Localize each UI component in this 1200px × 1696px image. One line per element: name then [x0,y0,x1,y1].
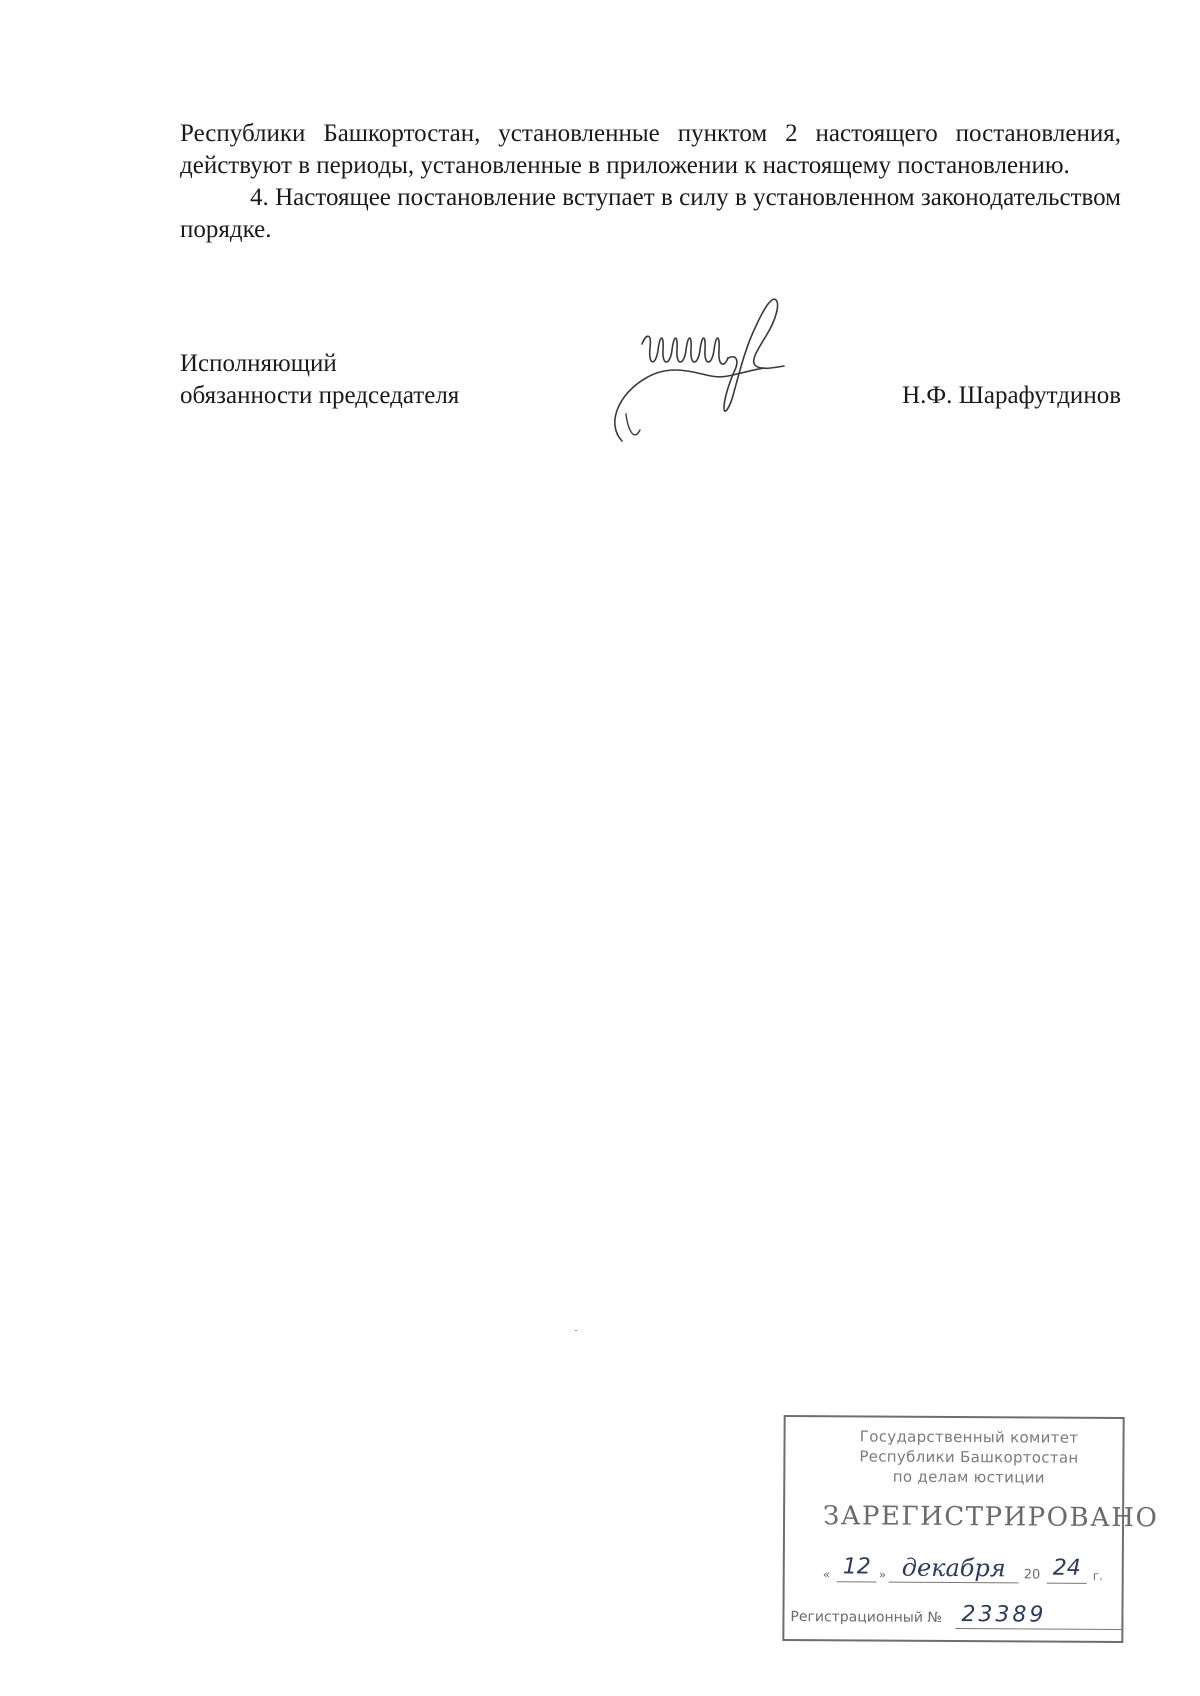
handwritten-signature [606,296,796,446]
registration-stamp [782,1415,1159,1643]
paragraph-item-4: 4. Настоящее постановление вступает в силу в установленном законодательством порядке. [180,184,1121,243]
stamp-registration-number: 23389 [955,1602,1121,1630]
body-text [180,118,1121,246]
stamp-org-line-1: Государственный комитет [859,1427,1079,1447]
stamp-registration-label: Регистрационный № [790,1609,943,1626]
scan-speck [575,1330,577,1331]
stamp-date-year-suffix: г. [1092,1568,1103,1583]
stamp-registration [790,1601,1115,1633]
stamp-org-line-2: Республики Башкортостан [859,1447,1079,1467]
stamp-date-year-prefix: 20 [1023,1567,1041,1583]
signer-position-line-2: обязанности председателя [180,382,460,409]
signer-position [180,348,459,412]
stamp-org-line-3: по делам юстиции [892,1467,1045,1487]
signer-position-line-1: Исполняющий [180,350,337,377]
paragraph-continuation: Республики Башкортостан, установленные пунктом 2 настоящего постановления, действуют в периоды, установленные в приложении к настоящему постановлению. [180,120,1121,179]
signer-name: Н.Ф. Шарафутдинов [902,382,1121,409]
stamp-date-year: 24 [1047,1555,1087,1584]
stamp-status: ЗАРЕГИСТРИРОВАНО [822,1501,1159,1534]
stamp-date-open-quote: « [822,1567,831,1582]
stamp-date-month: декабря [889,1554,1019,1584]
stamp-date-day: 12 [837,1553,877,1582]
stamp-date-close-quote: » [878,1567,887,1582]
stamp-date [823,1553,1108,1589]
